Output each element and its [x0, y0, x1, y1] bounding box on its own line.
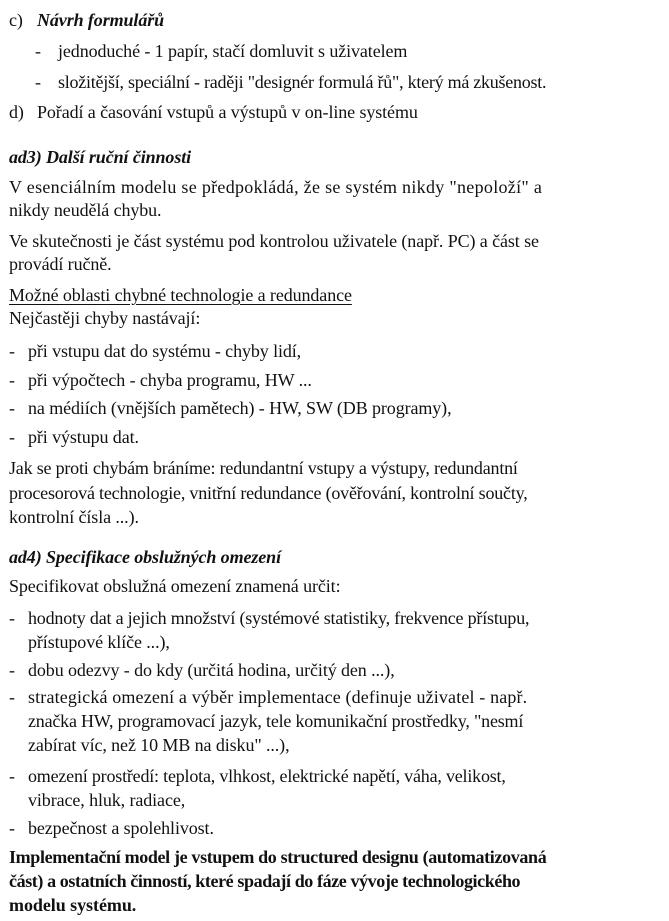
section-d-marker: d) — [9, 102, 24, 122]
bullet-dash: - — [35, 41, 41, 61]
list-item-text: složitější, speciální - raději "designér formulá řů", který má zkušenost. — [58, 72, 547, 92]
ad4-intro: Specifikovat obslužná omezení znamená určit: — [9, 576, 341, 596]
list-item-text: na médiích (vnějších pamětech) - HW, SW (DB programy), — [28, 398, 452, 418]
bullet-dash: - — [9, 398, 15, 418]
ad3-para2-line: provádí ručně. — [9, 254, 112, 274]
list-item-continuation: vibrace, hluk, radiace, — [28, 790, 186, 810]
list-item-text: při výstupu dat. — [28, 427, 139, 447]
bullet-dash: - — [9, 427, 15, 447]
section-c-title: Návrh formulářů — [37, 10, 165, 30]
section-d-text: Pořadí a časování vstupů a výstupů v on-line systému — [37, 102, 418, 122]
defense-line: Jak se proti chybám bráníme: redundantní vstupy a výstupy, redundantní — [9, 458, 518, 478]
list-item-text: omezení prostředí: teplota, vlhkost, elektrické napětí, váha, velikost, — [28, 766, 506, 786]
list-item-continuation: značka HW, programovací jazyk, tele komunikační prostředky, "nesmí — [28, 711, 524, 731]
ad3-para2-line: Ve skutečnosti je část systému pod kontrolou uživatele (např. PC) a část se — [9, 231, 539, 251]
bullet-dash: - — [9, 687, 15, 707]
list-item-text: dobu odezvy - do kdy (určitá hodina, určitý den ...), — [28, 660, 395, 680]
bullet-dash: - — [35, 72, 41, 92]
bullet-dash: - — [9, 341, 15, 361]
bullet-dash: - — [9, 818, 15, 838]
list-item-text: jednoduché - 1 papír, stačí domluvit s uživatelem — [58, 41, 408, 61]
conclusion-line: modelu systému. — [9, 895, 137, 915]
bullet-dash: - — [9, 608, 15, 628]
ad3-para1-line: V esenciálním modelu se předpokládá, že se systém nikdy "nepoloží" a — [9, 177, 543, 197]
ad3-heading: ad3) Další ruční činnosti — [9, 147, 192, 167]
defense-line: kontrolní čísla ...). — [9, 507, 139, 527]
bullet-dash: - — [9, 370, 15, 390]
ad4-heading: ad4) Specifikace obslužných omezení — [9, 547, 281, 567]
list-item-text: strategická omezení a výběr implementace (definuje uživatel - např. — [28, 687, 528, 707]
list-item-text: hodnoty dat a jejich množství (systémové statistiky, frekvence přístupu, — [28, 608, 530, 628]
section-c-marker: c) — [9, 10, 23, 30]
errors-intro: Nejčastěji chyby nastávají: — [9, 308, 201, 328]
bullet-dash: - — [9, 766, 15, 786]
bullet-dash: - — [9, 660, 15, 680]
list-item-text: při výpočtech - chyba programu, HW ... — [28, 370, 312, 390]
underlined-subheading: Možné oblasti chybné technologie a redundance — [9, 285, 352, 305]
conclusion-line: Implementační model je vstupem do structured designu (automatizovaná — [9, 847, 547, 867]
list-item-text: při vstupu dat do systému - chyby lidí, — [28, 341, 302, 361]
ad3-para1-line: nikdy neudělá chybu. — [9, 200, 162, 220]
list-item-continuation: zabírat víc, než 10 MB na disku" ...), — [28, 735, 290, 755]
list-item-continuation: přístupové klíče ...), — [28, 632, 170, 652]
list-item-text: bezpečnost a spolehlivost. — [28, 818, 214, 838]
defense-line: procesorová technologie, vnitřní redundance (ověřování, kontrolní součty, — [9, 483, 528, 503]
conclusion-line: část) a ostatních činností, které spadají do fáze vývoje technologického — [9, 871, 521, 891]
